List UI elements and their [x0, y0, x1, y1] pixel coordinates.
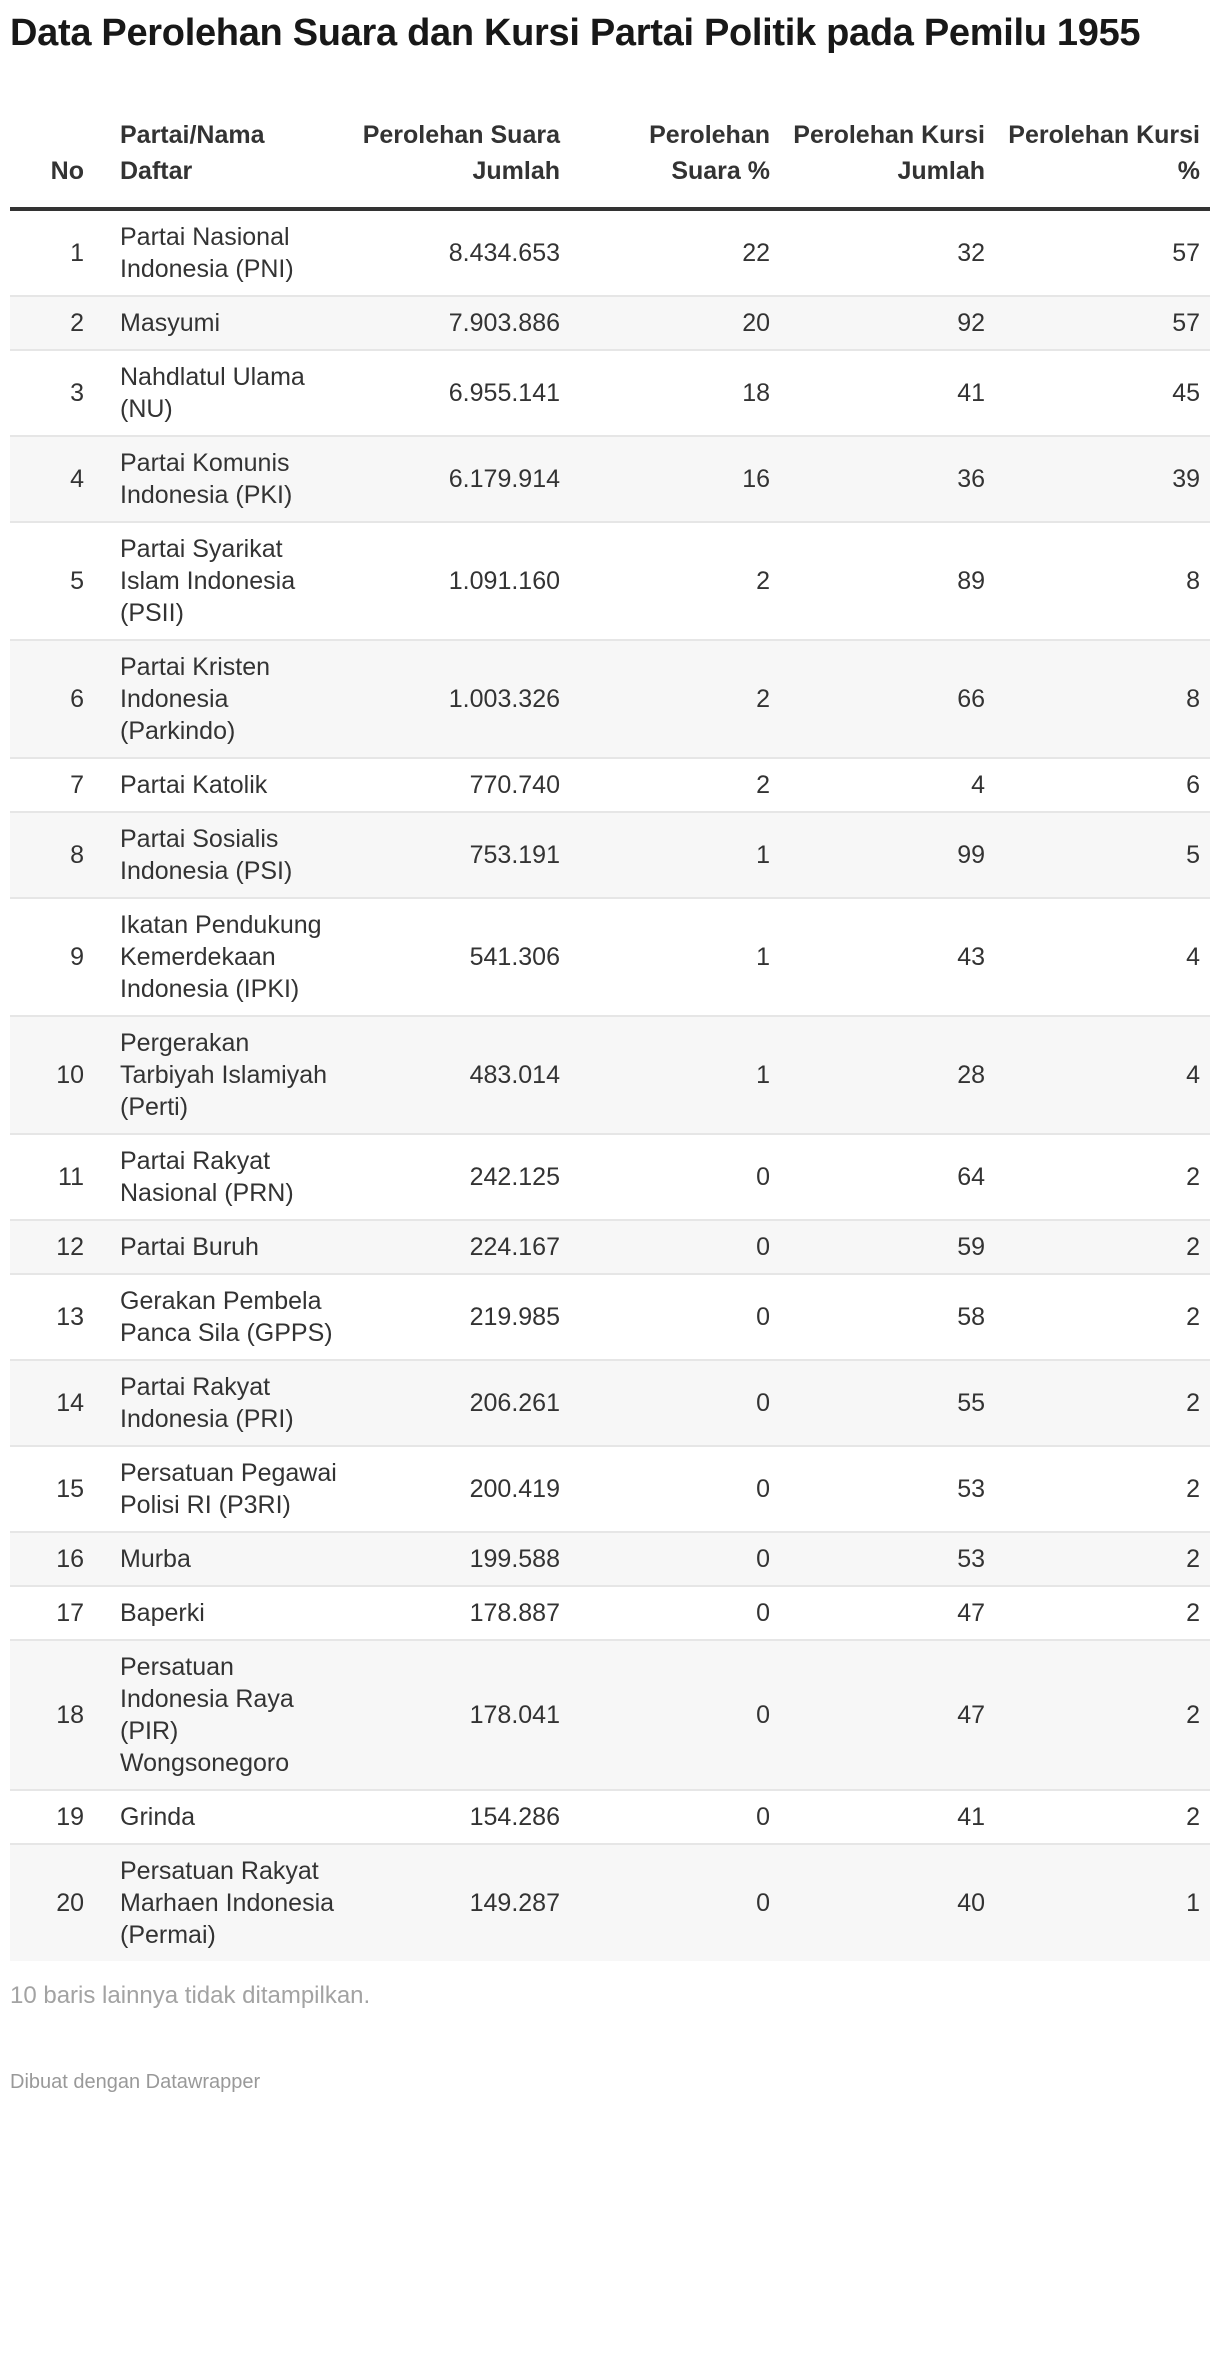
- header-votes[interactable]: Perolehan Suara Jumlah: [350, 117, 570, 209]
- cell-party: Nahdlatul Ulama (NU): [110, 350, 350, 436]
- cell-votes-pct: 18: [570, 350, 780, 436]
- cell-party: Partai Syarikat Islam Indonesia (PSII): [110, 522, 350, 640]
- cell-votes: 7.903.886: [350, 296, 570, 350]
- cell-no: 12: [10, 1220, 110, 1274]
- cell-party: Partai Buruh: [110, 1220, 350, 1274]
- cell-seats-pct: 4: [995, 898, 1210, 1016]
- table-body: [10, 209, 1210, 1961]
- cell-no: 4: [10, 436, 110, 522]
- cell-seats-pct: 8: [995, 522, 1210, 640]
- cell-party: Persatuan Pegawai Polisi RI (P3RI): [110, 1446, 350, 1532]
- cell-seats: 66: [780, 640, 995, 758]
- cell-votes-pct: 20: [570, 296, 780, 350]
- cell-no: 19: [10, 1790, 110, 1844]
- cell-votes-pct: 0: [570, 1220, 780, 1274]
- cell-party: Persatuan Rakyat Marhaen Indonesia (Permai): [110, 1844, 350, 1961]
- cell-no: 11: [10, 1134, 110, 1220]
- cell-votes: 199.588: [350, 1532, 570, 1586]
- cell-no: 15: [10, 1446, 110, 1532]
- table-row: [10, 812, 1210, 898]
- cell-votes: 242.125: [350, 1134, 570, 1220]
- cell-seats-pct: 2: [995, 1640, 1210, 1790]
- header-party[interactable]: Partai/Nama Daftar: [110, 117, 350, 209]
- cell-no: 6: [10, 640, 110, 758]
- cell-votes-pct: 16: [570, 436, 780, 522]
- cell-votes-pct: 0: [570, 1532, 780, 1586]
- table-row: [10, 1844, 1210, 1961]
- cell-votes: 178.887: [350, 1586, 570, 1640]
- table-row: [10, 209, 1210, 296]
- cell-votes-pct: 0: [570, 1844, 780, 1961]
- cell-party: Partai Rakyat Nasional (PRN): [110, 1134, 350, 1220]
- cell-votes-pct: 0: [570, 1640, 780, 1790]
- cell-no: 3: [10, 350, 110, 436]
- cell-party: Partai Kristen Indonesia (Parkindo): [110, 640, 350, 758]
- cell-votes-pct: 2: [570, 640, 780, 758]
- cell-party: Ikatan Pendukung Kemerdekaan Indonesia (IPKI): [110, 898, 350, 1016]
- cell-votes-pct: 1: [570, 1016, 780, 1134]
- cell-votes: 224.167: [350, 1220, 570, 1274]
- cell-votes: 206.261: [350, 1360, 570, 1446]
- cell-votes-pct: 0: [570, 1446, 780, 1532]
- table-row: [10, 522, 1210, 640]
- cell-seats: 41: [780, 350, 995, 436]
- cell-no: 7: [10, 758, 110, 812]
- table-row: [10, 296, 1210, 350]
- cell-no: 10: [10, 1016, 110, 1134]
- cell-votes: 6.955.141: [350, 350, 570, 436]
- cell-votes: 154.286: [350, 1790, 570, 1844]
- table-row: [10, 1274, 1210, 1360]
- header-votes-pct[interactable]: Perolehan Suara %: [570, 117, 780, 209]
- table-row: [10, 898, 1210, 1016]
- cell-seats-pct: 8: [995, 640, 1210, 758]
- cell-votes-pct: 0: [570, 1790, 780, 1844]
- cell-seats-pct: 2: [995, 1274, 1210, 1360]
- cell-seats: 43: [780, 898, 995, 1016]
- table-row: [10, 1586, 1210, 1640]
- cell-seats: 64: [780, 1134, 995, 1220]
- cell-seats: 53: [780, 1532, 995, 1586]
- table-row: [10, 1134, 1210, 1220]
- hidden-rows-note: 10 baris lainnya tidak ditampilkan.: [10, 1982, 371, 2009]
- table-row: [10, 1446, 1210, 1532]
- table-row: [10, 350, 1210, 436]
- cell-seats: 58: [780, 1274, 995, 1360]
- cell-no: 9: [10, 898, 110, 1016]
- cell-votes: 753.191: [350, 812, 570, 898]
- cell-no: 2: [10, 296, 110, 350]
- cell-seats-pct: 2: [995, 1134, 1210, 1220]
- cell-seats: 32: [780, 209, 995, 296]
- cell-seats-pct: 2: [995, 1790, 1210, 1844]
- cell-party: Grinda: [110, 1790, 350, 1844]
- cell-seats-pct: 2: [995, 1532, 1210, 1586]
- cell-votes-pct: 2: [570, 758, 780, 812]
- cell-seats: 92: [780, 296, 995, 350]
- cell-votes: 149.287: [350, 1844, 570, 1961]
- cell-votes-pct: 0: [570, 1360, 780, 1446]
- cell-votes-pct: 1: [570, 898, 780, 1016]
- cell-votes: 541.306: [350, 898, 570, 1016]
- cell-party: Partai Nasional Indonesia (PNI): [110, 209, 350, 296]
- cell-votes-pct: 2: [570, 522, 780, 640]
- cell-no: 1: [10, 209, 110, 296]
- cell-no: 8: [10, 812, 110, 898]
- cell-party: Partai Komunis Indonesia (PKI): [110, 436, 350, 522]
- cell-no: 5: [10, 522, 110, 640]
- cell-seats: 40: [780, 1844, 995, 1961]
- cell-seats: 47: [780, 1640, 995, 1790]
- cell-no: 17: [10, 1586, 110, 1640]
- cell-seats-pct: 57: [995, 296, 1210, 350]
- cell-party: Pergerakan Tarbiyah Islamiyah (Perti): [110, 1016, 350, 1134]
- table-row: [10, 640, 1210, 758]
- cell-votes: 6.179.914: [350, 436, 570, 522]
- cell-votes: 200.419: [350, 1446, 570, 1532]
- data-table: [10, 117, 1210, 1961]
- cell-seats-pct: 2: [995, 1586, 1210, 1640]
- cell-votes-pct: 22: [570, 209, 780, 296]
- cell-seats: 99: [780, 812, 995, 898]
- cell-party: Persatuan Indonesia Raya (PIR) Wongsonegoro: [110, 1640, 350, 1790]
- cell-party: Gerakan Pembela Panca Sila (GPPS): [110, 1274, 350, 1360]
- cell-seats: 53: [780, 1446, 995, 1532]
- cell-votes: 770.740: [350, 758, 570, 812]
- table-row: [10, 436, 1210, 522]
- cell-votes: 219.985: [350, 1274, 570, 1360]
- cell-seats: 28: [780, 1016, 995, 1134]
- cell-votes-pct: 1: [570, 812, 780, 898]
- header-no[interactable]: No: [10, 117, 110, 209]
- cell-no: 13: [10, 1274, 110, 1360]
- cell-seats-pct: 2: [995, 1220, 1210, 1274]
- cell-seats-pct: 57: [995, 209, 1210, 296]
- cell-seats-pct: 2: [995, 1360, 1210, 1446]
- header-seats-pct[interactable]: Perolehan Kursi %: [995, 117, 1210, 209]
- cell-party: Partai Sosialis Indonesia (PSI): [110, 812, 350, 898]
- cell-seats-pct: 4: [995, 1016, 1210, 1134]
- cell-seats: 36: [780, 436, 995, 522]
- cell-votes: 1.091.160: [350, 522, 570, 640]
- cell-seats: 4: [780, 758, 995, 812]
- cell-seats: 55: [780, 1360, 995, 1446]
- cell-votes-pct: 0: [570, 1134, 780, 1220]
- cell-seats: 89: [780, 522, 995, 640]
- table-header-row: [10, 117, 1210, 209]
- credit-link[interactable]: Dibuat dengan Datawrapper: [10, 2071, 261, 2093]
- cell-seats-pct: 45: [995, 350, 1210, 436]
- cell-seats-pct: 6: [995, 758, 1210, 812]
- cell-seats: 59: [780, 1220, 995, 1274]
- cell-seats: 41: [780, 1790, 995, 1844]
- table-row: [10, 1360, 1210, 1446]
- table-row: [10, 1016, 1210, 1134]
- cell-votes: 1.003.326: [350, 640, 570, 758]
- cell-votes: 178.041: [350, 1640, 570, 1790]
- cell-party: Masyumi: [110, 296, 350, 350]
- cell-seats-pct: 39: [995, 436, 1210, 522]
- cell-seats: 47: [780, 1586, 995, 1640]
- table-row: [10, 1220, 1210, 1274]
- table-row: [10, 758, 1210, 812]
- cell-party: Murba: [110, 1532, 350, 1586]
- cell-no: 14: [10, 1360, 110, 1446]
- cell-seats-pct: 2: [995, 1446, 1210, 1532]
- table-row: [10, 1790, 1210, 1844]
- cell-seats-pct: 5: [995, 812, 1210, 898]
- cell-seats-pct: 1: [995, 1844, 1210, 1961]
- cell-votes: 483.014: [350, 1016, 570, 1134]
- cell-no: 20: [10, 1844, 110, 1961]
- cell-votes-pct: 0: [570, 1586, 780, 1640]
- table-row: [10, 1640, 1210, 1790]
- cell-votes-pct: 0: [570, 1274, 780, 1360]
- page-title: Data Perolehan Suara dan Kursi Partai Politik pada Pemilu 1955: [10, 12, 1141, 54]
- cell-no: 16: [10, 1532, 110, 1586]
- cell-party: Partai Katolik: [110, 758, 350, 812]
- cell-votes: 8.434.653: [350, 209, 570, 296]
- table-row: [10, 1532, 1210, 1586]
- cell-party: Partai Rakyat Indonesia (PRI): [110, 1360, 350, 1446]
- cell-party: Baperki: [110, 1586, 350, 1640]
- cell-no: 18: [10, 1640, 110, 1790]
- header-seats[interactable]: Perolehan Kursi Jumlah: [780, 117, 995, 209]
